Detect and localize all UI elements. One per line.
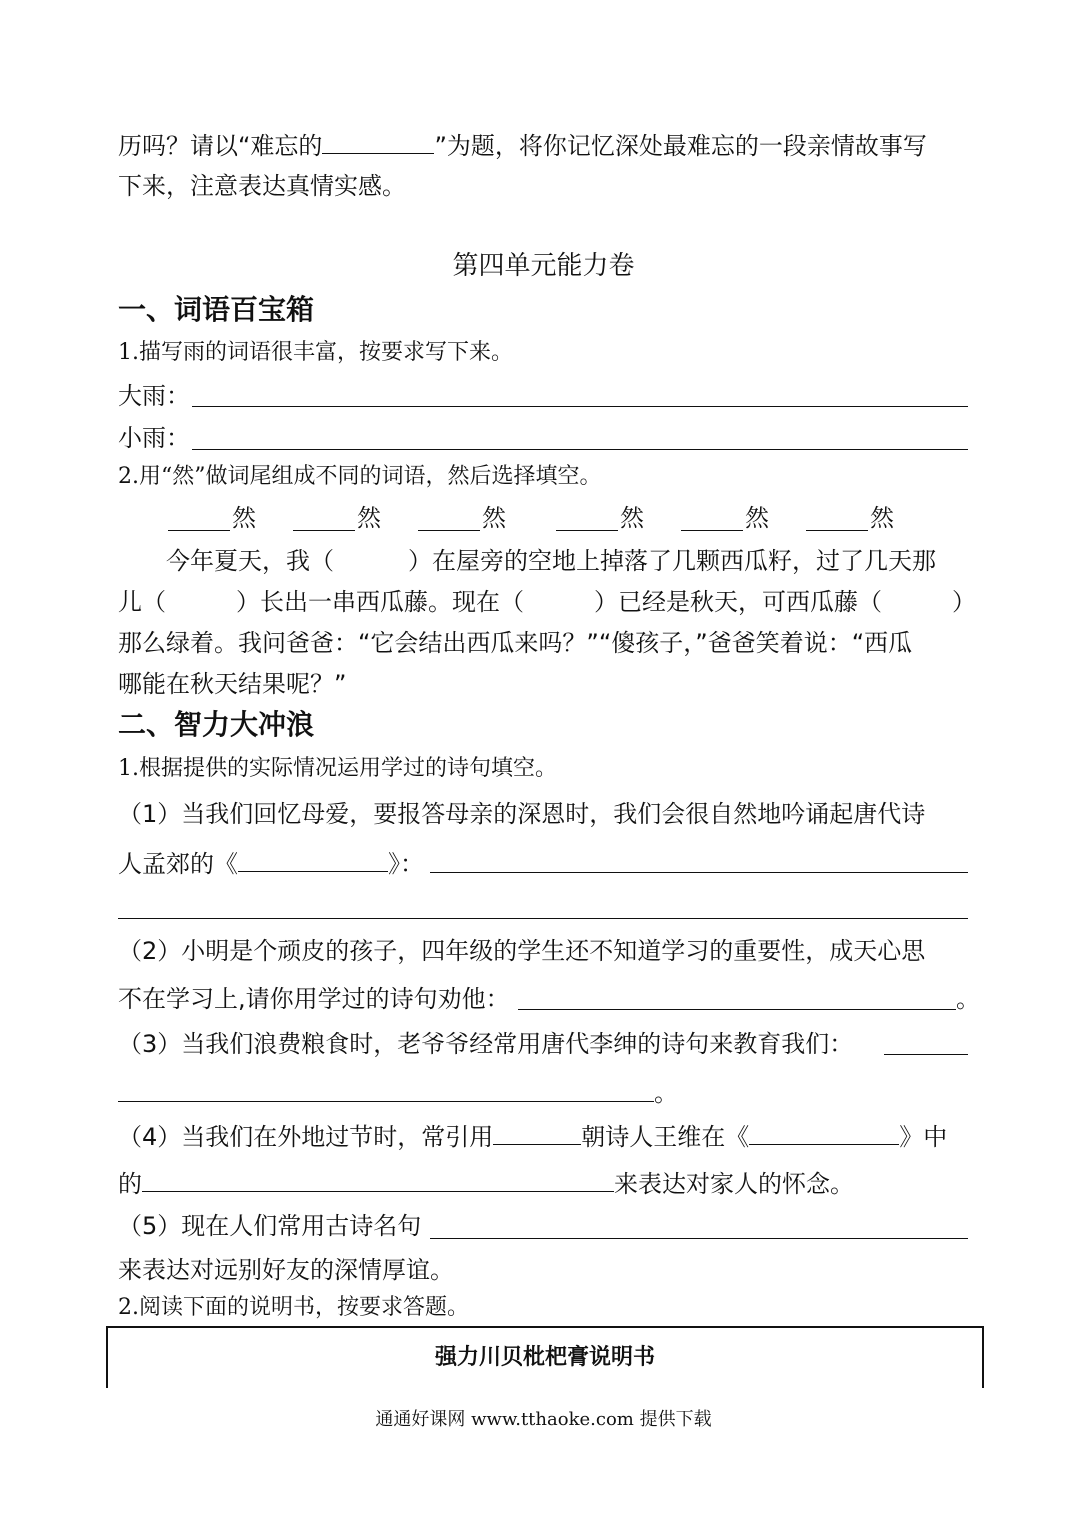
section-2-q1: 1.根据提供的实际情况运用学过的诗句填空。 (118, 756, 557, 781)
ran-char-4: 然 (620, 504, 644, 532)
sub-3-answer-line-a[interactable] (884, 1054, 968, 1055)
page-title: 第四单元能力卷 (452, 251, 635, 281)
para-text: ）已经是秋天，可西瓜藤（ (594, 588, 882, 616)
para-line-3: 那么绿着。我问爸爸：“它会结出西瓜来吗？”“傻孩子，”爸爸笑着说：“西瓜 (118, 629, 913, 657)
intro-line-2: 下来，注意表达真情实感。 (118, 172, 406, 200)
para-text: 儿（ (118, 588, 166, 616)
ran-blank-1[interactable] (168, 530, 230, 531)
ran-blank-6[interactable] (806, 530, 868, 531)
ran-blank-3[interactable] (418, 530, 480, 531)
sub-text: 》： (388, 850, 424, 878)
section-1-q1: 1.描写雨的词语很丰富，按要求写下来。 (118, 340, 513, 365)
ran-char-5: 然 (745, 504, 769, 532)
poem-title-blank[interactable] (238, 847, 388, 872)
dynasty-blank[interactable] (493, 1120, 581, 1145)
sub-text: 人孟郊的《 (118, 850, 238, 878)
ran-blank-4[interactable] (556, 530, 618, 531)
sub-4-line-1 (118, 1120, 947, 1152)
intro-line-1 (118, 129, 927, 161)
para-line-1 (166, 546, 936, 576)
sub-5-line-2: 来表达对远别好友的深情厚谊。 (118, 1256, 454, 1284)
sub-3-answer-line-b[interactable] (118, 1101, 654, 1102)
sub-5-answer-line[interactable] (430, 1238, 968, 1239)
section-2-heading: 二、智力大冲浪 (118, 708, 315, 741)
sub-1-answer-line-b[interactable] (118, 918, 968, 919)
intro-text-b: ”为题，将你记忆深处最难忘的一段亲情故事写 (434, 132, 927, 160)
box-title: 强力川贝枇杷膏说明书 (434, 1345, 655, 1370)
wangwei-poem-blank[interactable] (749, 1120, 899, 1145)
sub-2-line-2: 不在学习上,请你用学过的诗句劝他： (118, 985, 510, 1013)
sub-text: 来表达对家人的怀念。 (614, 1170, 854, 1198)
ran-char-3: 然 (482, 504, 506, 532)
heavy-rain-label: 大雨： (118, 382, 190, 410)
sub-3-line-1: （3）当我们浪费粮食时，老爷爷经常用唐代李绅的诗句来教育我们： (118, 1030, 854, 1058)
light-rain-label: 小雨： (118, 424, 190, 452)
sub-3-end: 。 (654, 1079, 678, 1107)
instruction-box (106, 1326, 984, 1388)
title-blank[interactable] (322, 129, 434, 154)
sub-4-line-2 (118, 1167, 854, 1199)
section-1-q2: 2.用“然”做词尾组成不同的词语，然后选择填空。 (118, 464, 602, 489)
para-text: ）长出一串西瓜藤。现在（ (236, 588, 524, 616)
para-line-2 (118, 587, 976, 617)
sub-2-line-1: （2）小明是个顽皮的孩子，四年级的学生还不知道学习的重要性，成天心思 (118, 937, 926, 965)
para-text: ）在屋旁的空地上掉落了几颗西瓜籽，过了几天那 (408, 547, 936, 575)
para-text: ） (952, 588, 976, 616)
sub-2-end: 。 (956, 985, 980, 1013)
sub-text: 朝诗人王维在《 (581, 1123, 750, 1151)
ran-char-1: 然 (232, 504, 256, 532)
para-line-4: 哪能在秋天结果呢？” (118, 670, 347, 698)
sub-5-line-1: （5）现在人们常用古诗名句 (118, 1212, 422, 1240)
ran-blank-5[interactable] (681, 530, 743, 531)
section-2-q2: 2.阅读下面的说明书，按要求答题。 (118, 1295, 469, 1320)
sub-1-line-1: （1）当我们回忆母爱，要报答母亲的深恩时，我们会很自然地吟诵起唐代诗 (118, 800, 926, 828)
ran-char-2: 然 (357, 504, 381, 532)
heavy-rain-answer-line[interactable] (192, 406, 968, 407)
sub-text: （4）当我们在外地过节时，常引用 (118, 1123, 494, 1151)
footer: 通通好课网 www.tthaoke.com 提供下载 (375, 1409, 712, 1430)
sub-text: 》中 (899, 1123, 948, 1151)
para-text: 今年夏天，我（ (166, 547, 334, 575)
sub-1-answer-line-a[interactable] (430, 872, 968, 873)
sub-4-answer-blank[interactable] (142, 1167, 614, 1192)
ran-blank-2[interactable] (293, 530, 355, 531)
sub-2-answer-line[interactable] (518, 1009, 956, 1010)
sub-text: 的 (118, 1170, 142, 1198)
section-1-heading: 一、词语百宝箱 (118, 293, 315, 326)
ran-char-6: 然 (870, 504, 894, 532)
intro-text-a: 历吗？请以“难忘的 (118, 132, 323, 160)
light-rain-answer-line[interactable] (192, 449, 968, 450)
sub-1-line-2 (118, 847, 424, 879)
